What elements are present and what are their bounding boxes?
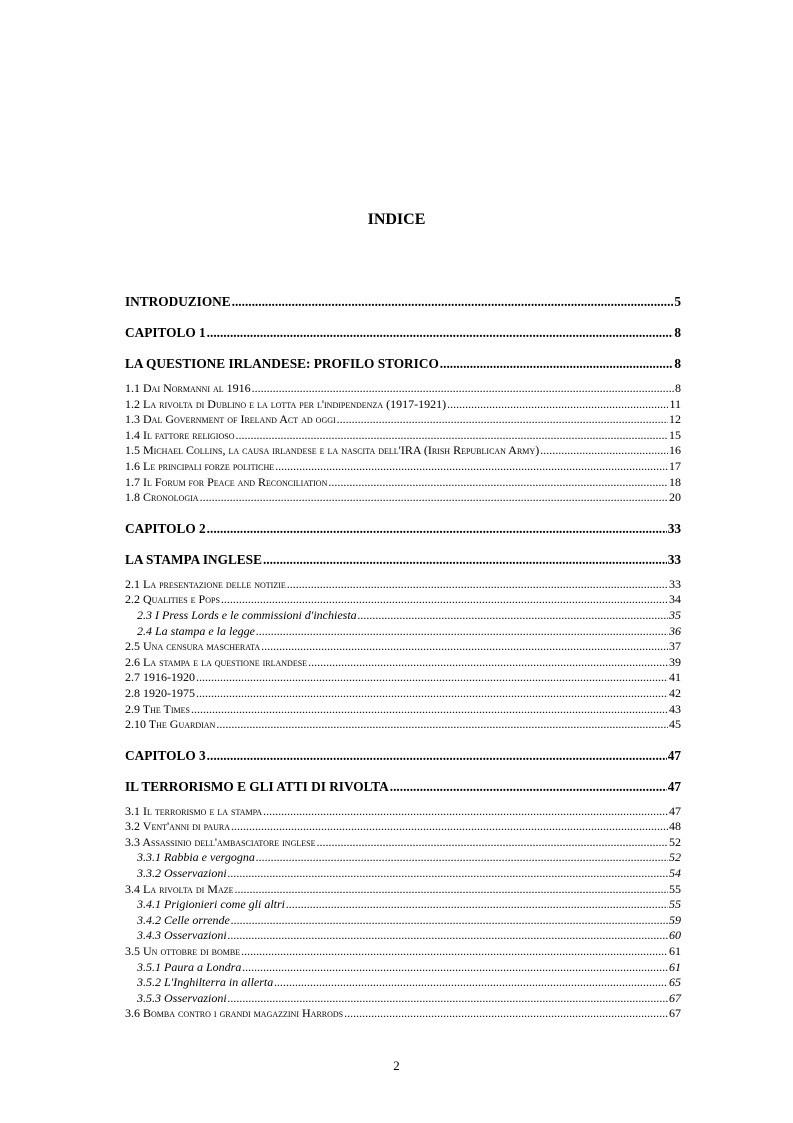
toc-entry-page: 42 bbox=[669, 685, 681, 700]
toc-entry[interactable] bbox=[125, 459, 681, 475]
toc-entry[interactable] bbox=[125, 882, 681, 898]
toc-entry-label: 3.4.2 Celle orrende bbox=[137, 912, 230, 927]
toc-entry-label: CAPITOLO 2 bbox=[125, 520, 206, 536]
toc-entry-label: 1.4 Il fattore religioso bbox=[125, 427, 235, 442]
toc-entry-page: 15 bbox=[669, 427, 681, 442]
toc-entry-label: LA QUESTIONE IRLANDESE: PROFILO STORICO bbox=[125, 356, 439, 371]
toc-entry-page: 8 bbox=[675, 381, 681, 395]
dot-leader bbox=[235, 882, 669, 898]
toc-entry-label: 3.4 La rivolta di Maze bbox=[125, 881, 234, 896]
toc-entry-page: 60 bbox=[669, 928, 681, 943]
toc-entry-label: 3.3.1 Rabbia e vergogna bbox=[137, 850, 255, 865]
dot-leader bbox=[540, 443, 668, 459]
toc-entry[interactable] bbox=[125, 577, 681, 593]
dot-leader bbox=[241, 944, 668, 960]
toc-entry[interactable] bbox=[125, 639, 681, 655]
toc-entry-page: 34 bbox=[669, 592, 681, 607]
toc-entry-page: 33 bbox=[669, 576, 681, 591]
dot-leader bbox=[275, 459, 668, 475]
toc-entry-label: 2.9 The Times bbox=[125, 701, 191, 716]
toc-entry-label: IL TERRORISMO E GLI ATTI DI RIVOLTA bbox=[125, 778, 389, 794]
toc-entry-label: 3.2 Vent'anni di paura bbox=[125, 819, 230, 834]
toc-entry-page: 52 bbox=[669, 834, 681, 849]
toc-entry-page: 41 bbox=[669, 670, 681, 685]
toc-entry-label: 1.5 Michael Collins, la causa irlandese e la nascita dell'IRA (Irish Republican Army) bbox=[125, 443, 540, 458]
toc-entry[interactable] bbox=[125, 490, 681, 506]
dot-leader bbox=[207, 325, 674, 341]
toc-entry-label: 3.5.1 Paura a Londra bbox=[137, 959, 242, 974]
dot-leader bbox=[216, 717, 668, 733]
dot-leader bbox=[287, 577, 668, 593]
toc-entry-page: 33 bbox=[667, 551, 681, 567]
toc-entry-label: 2.2 Qualities e Pops bbox=[125, 592, 220, 607]
toc-entry[interactable] bbox=[125, 702, 681, 718]
dot-leader bbox=[207, 748, 667, 764]
table-of-contents bbox=[125, 294, 681, 1022]
toc-entry-page: 59 bbox=[669, 912, 681, 927]
toc-entry-label: 2.4 La stampa e la legge bbox=[137, 623, 255, 638]
toc-entry-label: 3.5 Un ottobre di bombe bbox=[125, 944, 241, 959]
toc-entry-label: 1.2 La rivolta di Dublino e la lotta per l'indipendenza (1917-1921) bbox=[125, 396, 447, 411]
toc-entry[interactable] bbox=[125, 592, 681, 608]
toc-entry[interactable] bbox=[125, 475, 681, 491]
dot-leader bbox=[447, 397, 668, 413]
toc-entry[interactable] bbox=[125, 608, 681, 624]
dot-leader bbox=[231, 913, 668, 929]
toc-entry-page: 61 bbox=[669, 959, 681, 974]
toc-entry[interactable] bbox=[125, 670, 681, 686]
toc-entry-page: 12 bbox=[669, 412, 681, 427]
dot-leader bbox=[256, 624, 668, 640]
dot-leader bbox=[232, 294, 674, 310]
toc-entry-label: 2.8 1920-1975 bbox=[125, 685, 195, 700]
toc-entry-page: 52 bbox=[669, 850, 681, 865]
toc-entry-label: 3.5.3 Osservazioni bbox=[137, 990, 227, 1005]
toc-entry-page: 37 bbox=[669, 639, 681, 654]
toc-entry-label: 2.5 Una censura mascherata bbox=[125, 639, 261, 654]
toc-entry-label: 2.7 1916-1920 bbox=[125, 670, 195, 685]
toc-entry-label: CAPITOLO 1 bbox=[125, 325, 206, 340]
toc-entry-label: 3.4.1 Prigionieri come gli altri bbox=[137, 897, 285, 912]
toc-entry-label: 2.1 La presentazione delle notizie bbox=[125, 576, 286, 591]
toc-entry[interactable] bbox=[125, 624, 681, 640]
toc-entry-page: 17 bbox=[669, 458, 681, 473]
toc-entry-page: 54 bbox=[669, 866, 681, 881]
toc-entry-page: 35 bbox=[669, 607, 681, 622]
toc-entry-page: 16 bbox=[669, 443, 681, 458]
dot-leader bbox=[200, 490, 668, 506]
page-number: 2 bbox=[393, 1058, 400, 1073]
page-title: INDICE bbox=[367, 211, 426, 228]
dot-leader bbox=[252, 381, 674, 397]
toc-entry[interactable] bbox=[125, 819, 681, 835]
dot-leader bbox=[337, 412, 668, 428]
toc-entry-label: 3.3 Assassinio dell'ambasciatore inglese bbox=[125, 834, 316, 849]
toc-entry[interactable] bbox=[125, 325, 681, 341]
toc-entry-page: 5 bbox=[674, 294, 681, 309]
toc-entry-page: 67 bbox=[669, 990, 681, 1005]
toc-entry-page: 36 bbox=[669, 623, 681, 638]
toc-entry[interactable] bbox=[125, 897, 681, 913]
dot-leader bbox=[390, 779, 667, 795]
toc-entry[interactable] bbox=[125, 928, 681, 944]
dot-leader bbox=[228, 866, 668, 882]
toc-entry[interactable] bbox=[125, 748, 681, 764]
dot-leader bbox=[207, 521, 667, 537]
toc-entry-page: 8 bbox=[674, 356, 681, 371]
toc-entry[interactable] bbox=[125, 686, 681, 702]
toc-entry-label: 3.1 Il terrorismo e la stampa bbox=[125, 803, 263, 818]
dot-leader bbox=[440, 356, 674, 372]
toc-entry[interactable] bbox=[125, 804, 681, 820]
toc-entry-page: 20 bbox=[669, 490, 681, 505]
toc-entry[interactable] bbox=[125, 960, 681, 976]
dot-leader bbox=[358, 608, 668, 624]
toc-entry[interactable] bbox=[125, 850, 681, 866]
dot-leader bbox=[242, 960, 668, 976]
toc-entry-page: 55 bbox=[669, 897, 681, 912]
toc-entry-label: 1.6 Le principali forze politiche bbox=[125, 458, 275, 473]
toc-entry-label: LA STAMPA INGLESE bbox=[125, 551, 262, 567]
toc-entry[interactable] bbox=[125, 521, 681, 537]
dot-leader bbox=[231, 819, 668, 835]
toc-entry-label: 3.6 Bomba contro i grandi magazzini Harrods bbox=[125, 1006, 344, 1021]
toc-entry-page: 67 bbox=[669, 1006, 681, 1021]
toc-entry[interactable] bbox=[125, 944, 681, 960]
toc-entry[interactable] bbox=[125, 443, 681, 459]
dot-leader bbox=[221, 592, 668, 608]
toc-entry[interactable] bbox=[125, 991, 681, 1007]
toc-entry-label: 1.7 Il Forum for Peace and Reconciliation bbox=[125, 474, 328, 489]
toc-entry-page: 11 bbox=[669, 396, 681, 411]
toc-entry-page: 8 bbox=[674, 325, 681, 340]
toc-entry-page: 47 bbox=[667, 747, 681, 763]
toc-entry[interactable] bbox=[125, 913, 681, 929]
toc-entry[interactable] bbox=[125, 552, 681, 568]
toc-entry[interactable] bbox=[125, 717, 681, 733]
toc-entry-page: 55 bbox=[669, 881, 681, 896]
dot-leader bbox=[274, 975, 668, 991]
toc-entry-label: 3.3.2 Osservazioni bbox=[137, 866, 227, 881]
toc-entry-label: 1.8 Cronologia bbox=[125, 490, 199, 505]
dot-leader bbox=[228, 991, 668, 1007]
toc-entry-page: 65 bbox=[669, 975, 681, 990]
toc-entry-page: 43 bbox=[669, 701, 681, 716]
toc-entry-label: 2.6 La stampa e la questione irlandese bbox=[125, 654, 308, 669]
toc-entry-page: 39 bbox=[669, 654, 681, 669]
toc-entry-page: 18 bbox=[669, 474, 681, 489]
dot-leader bbox=[316, 835, 668, 851]
dot-leader bbox=[191, 702, 668, 718]
toc-entry[interactable] bbox=[125, 428, 681, 444]
toc-entry[interactable] bbox=[125, 412, 681, 428]
dot-leader bbox=[263, 804, 668, 820]
toc-entry-label: INTRODUZIONE bbox=[125, 294, 231, 309]
toc-entry-label: 2.3 I Press Lords e le commissioni d'inchiesta bbox=[137, 607, 357, 622]
dot-leader bbox=[228, 928, 668, 944]
toc-entry[interactable] bbox=[125, 655, 681, 671]
dot-leader bbox=[308, 655, 668, 671]
dot-leader bbox=[256, 850, 668, 866]
toc-entry[interactable] bbox=[125, 835, 681, 851]
toc-entry[interactable] bbox=[125, 779, 681, 795]
toc-entry-label: 1.3 Dal Government of Ireland Act ad oggi bbox=[125, 412, 336, 427]
toc-entry-page: 33 bbox=[667, 520, 681, 536]
toc-entry-page: 48 bbox=[669, 819, 681, 834]
toc-entry[interactable] bbox=[125, 866, 681, 882]
toc-entry-page: 61 bbox=[669, 944, 681, 959]
toc-entry-page: 47 bbox=[669, 803, 681, 818]
toc-entry[interactable] bbox=[125, 397, 681, 413]
toc-entry-label: 1.1 Dai Normanni al 1916 bbox=[125, 381, 251, 395]
toc-entry-label: 3.4.3 Osservazioni bbox=[137, 928, 227, 943]
toc-entry[interactable] bbox=[125, 294, 681, 310]
toc-entry-label: 2.10 The Guardian bbox=[125, 717, 216, 732]
toc-entry[interactable] bbox=[125, 381, 681, 397]
toc-entry[interactable] bbox=[125, 1006, 681, 1022]
toc-entry-page: 45 bbox=[669, 717, 681, 732]
dot-leader bbox=[328, 475, 668, 491]
dot-leader bbox=[261, 639, 668, 655]
toc-entry[interactable] bbox=[125, 356, 681, 372]
toc-entry[interactable] bbox=[125, 975, 681, 991]
toc-entry-label: 3.5.2 L'Inghilterra in allerta bbox=[137, 975, 274, 990]
toc-entry-page: 47 bbox=[667, 778, 681, 794]
dot-leader bbox=[263, 552, 667, 568]
dot-leader bbox=[344, 1006, 668, 1022]
dot-leader bbox=[286, 897, 668, 913]
dot-leader bbox=[235, 428, 668, 444]
dot-leader bbox=[196, 686, 668, 702]
toc-entry-label: CAPITOLO 3 bbox=[125, 747, 206, 763]
dot-leader bbox=[196, 670, 668, 686]
